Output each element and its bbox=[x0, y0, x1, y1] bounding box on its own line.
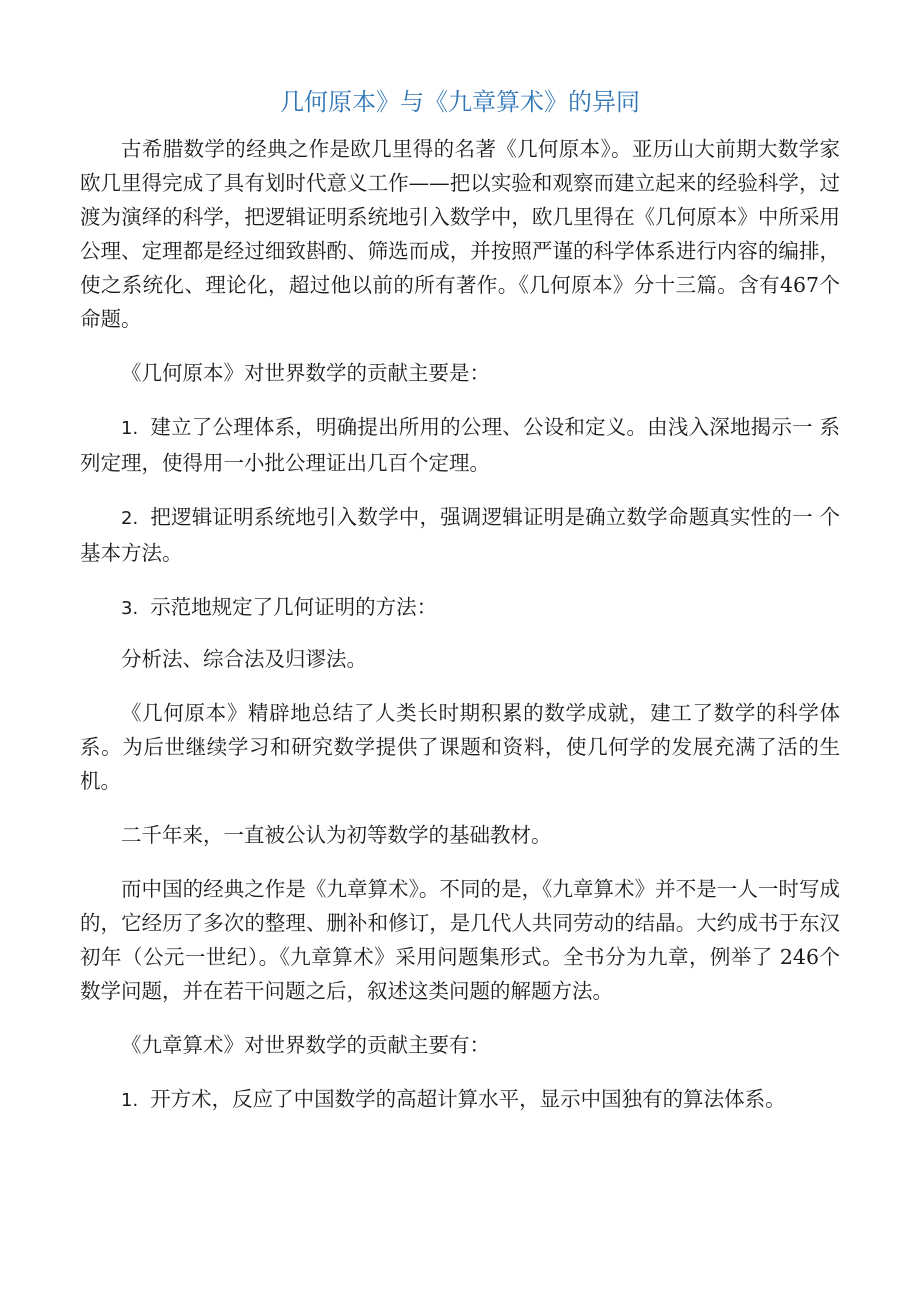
paragraph-intro-euclid: 古希腊数学的经典之作是欧几里得的名著《几何原本》。亚历山大前期大数学家欧几里得完成了具有划时代意义工作——把以实验和观察而建立起来的经验科学，过渡为演绎的科学，把逻辑证明系统地引入数学中，欧几里得在《几何原本》中所采用公理、定理都是经过细致斟酌、筛选而成，并按照严谨的科学体系进行内容的编排，使之系统化、理论化，超过他以前的所有著作。《几何原本》分十三篇。含有467个命题。 bbox=[80, 137, 840, 331]
document-title: 几何原本》与《九章算术》的异同 bbox=[280, 88, 640, 116]
list-number: 1. bbox=[121, 418, 139, 439]
document-page bbox=[80, 82, 840, 1118]
list-item-euclid-1 bbox=[80, 410, 840, 480]
paragraph-euclid-contributions-heading: 《几何原本》对世界数学的贡献主要是： bbox=[121, 361, 490, 385]
list-item-euclid-2 bbox=[80, 500, 840, 570]
list-text: 建立了公理体系，明确提出所用的公理、公设和定义。由浅入深地揭示一 系列定理，使得用一小批公理证出几百个定理。 bbox=[80, 415, 840, 475]
paragraph-proof-methods: 分析法、综合法及归谬法。 bbox=[121, 647, 367, 671]
list-number: 3. bbox=[121, 598, 139, 619]
paragraph-nine-chapters-contributions-heading: 《九章算术》对世界数学的贡献主要有： bbox=[121, 1033, 490, 1057]
list-text: 示范地规定了几何证明的方法： bbox=[150, 595, 438, 619]
list-number: 2. bbox=[121, 508, 139, 529]
list-number: 1. bbox=[121, 1090, 139, 1111]
list-text: 把逻辑证明系统地引入数学中，强调逻辑证明是确立数学命题真实性的一 个基本方法。 bbox=[80, 505, 840, 565]
list-item-nine-chapters-1 bbox=[80, 1082, 840, 1118]
paragraph-textbook: 二千年来，一直被公认为初等数学的基础教材。 bbox=[121, 823, 552, 847]
paragraph-euclid-summary: 《几何原本》精辟地总结了人类长时期积累的数学成就，建工了数学的科学体系。为后世继续学习和研究数学提供了课题和资料，使几何学的发展充满了活的生机。 bbox=[80, 701, 840, 793]
list-text: 开方术，反应了中国数学的高超计算水平，显示中国独有的算法体系。 bbox=[150, 1087, 786, 1111]
paragraph-nine-chapters-intro: 而中国的经典之作是《九章算术》。不同的是，《九章算术》并不是一人一时写成的，它经历了多次的整理、删补和修订，是几代人共同劳动的结晶。大约成书于东汉初年（公元一世纪）。《九章算术》采用问题集形式。全书分为九章，例举了 246个数学问题，并在若干问题之后，叙述这类问题的解题方法。 bbox=[80, 877, 840, 1003]
list-item-euclid-3 bbox=[80, 590, 840, 626]
